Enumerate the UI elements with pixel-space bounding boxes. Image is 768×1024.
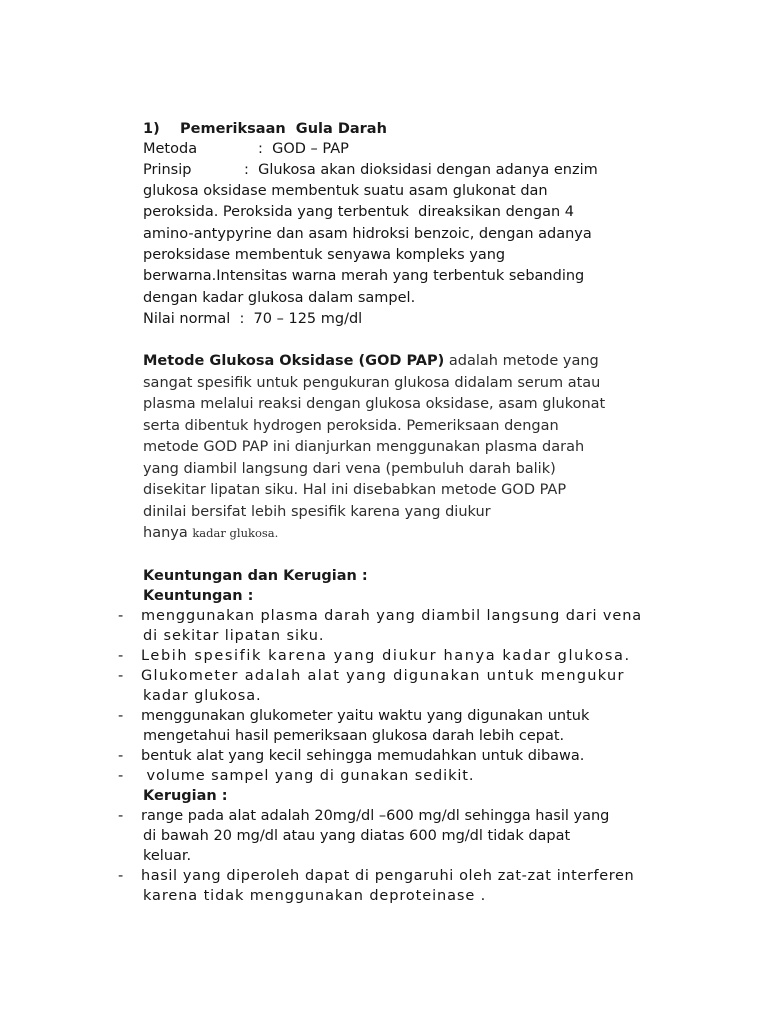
keuntungan-item: Lebih spesifik karena yang diukur hanya kadar glukosa. [141,648,631,664]
god-pap-line: sangat spesifik untuk pengukuran glukosa didalam serum atau [143,375,601,391]
keuntungan-item: volume sampel yang di gunakan sedikit. [141,768,475,784]
keuntungan-item-cont: mengetahui hasil pemeriksaan glukosa darah lebih cepat. [143,728,565,744]
keuntungan-item: bentuk alat yang kecil sehingga memudahkan untuk dibawa. [141,748,585,764]
bullet-dash: - [118,868,124,884]
kerugian-item: range pada alat adalah 20mg/dl –600 mg/dl sehingga hasil yang [141,808,610,824]
metoda-value: : GOD – PAP [258,141,349,157]
keuntungan-item-cont: di sekitar lipatan siku. [143,628,325,644]
section-heading: Pemeriksaan Gula Darah [180,121,387,137]
god-pap-paragraph-lead [143,351,599,371]
keuntungan-item: menggunakan plasma darah yang diambil langsung dari vena [141,608,643,624]
prinsip-line: dengan kadar glukosa dalam sampel. [143,290,416,306]
god-pap-line: dinilai bersifat lebih spesifik karena yang diukur [143,504,491,520]
prinsip-line: peroksida. Peroksida yang terbentuk direaksikan dengan 4 [143,204,575,220]
god-pap-line: yang diambil langsung dari vena (pembuluh darah balik) [143,461,556,477]
prinsip-value: : Glukosa akan dioksidasi dengan adanya enzim [244,162,598,178]
keuntungan-item-cont: kadar glukosa. [143,688,262,704]
keuntungan-kerugian-heading: Keuntungan dan Kerugian : [143,568,368,584]
bullet-dash: - [118,808,124,824]
kerugian-item-cont: di bawah 20 mg/dl atau yang diatas 600 mg/dl tidak dapat [143,828,571,844]
god-pap-line: plasma melalui reaksi dengan glukosa oksidase, asam glukonat [143,396,606,412]
kerugian-heading: Kerugian : [143,788,228,804]
prinsip-line: amino-antypyrine dan asam hidroksi benzoic, dengan adanya [143,226,592,242]
bullet-dash: - [118,708,124,724]
kerugian-item: hasil yang diperoleh dapat di pengaruhi oleh zat-zat interferen [141,868,635,884]
keuntungan-item: Glukometer adalah alat yang digunakan untuk mengukur [141,668,625,684]
kerugian-item-cont: karena tidak menggunakan deproteinase . [143,888,487,904]
prinsip-line: berwarna.Intensitas warna merah yang terbentuk sebanding [143,268,585,284]
keuntungan-heading: Keuntungan : [143,588,254,604]
bullet-dash: - [118,608,124,624]
keuntungan-item: menggunakan glukometer yaitu waktu yang digunakan untuk [141,708,590,724]
god-pap-line: disekitar lipatan siku. Hal ini disebabkan metode GOD PAP [143,482,567,498]
god-pap-last-b: kadar glukosa. [192,526,279,540]
bullet-dash: - [118,648,124,664]
kerugian-item-cont: keluar. [143,848,192,864]
nilai-normal: Nilai normal : 70 – 125 mg/dl [143,311,363,327]
prinsip-line: peroksidase membentuk senyawa kompleks yang [143,247,506,263]
bullet-dash: - [118,768,124,784]
god-pap-lead-rest: adalah metode yang [444,353,599,369]
metoda-label: Metoda [143,141,198,157]
section-number: 1) [143,121,160,137]
god-pap-bold-lead: Metode Glukosa Oksidase (GOD PAP) [143,353,445,369]
prinsip-line: glukosa oksidase membentuk suatu asam glukonat dan [143,183,548,199]
prinsip-label: Prinsip [143,162,192,178]
god-pap-line: metode GOD PAP ini dianjurkan menggunakan plasma darah [143,439,585,455]
bullet-dash: - [118,748,124,764]
god-pap-line: serta dibentuk hydrogen peroksida. Pemeriksaan dengan [143,418,559,434]
god-pap-last-a: hanya [143,525,193,541]
god-pap-last-line [143,523,278,543]
bullet-dash: - [118,668,124,684]
